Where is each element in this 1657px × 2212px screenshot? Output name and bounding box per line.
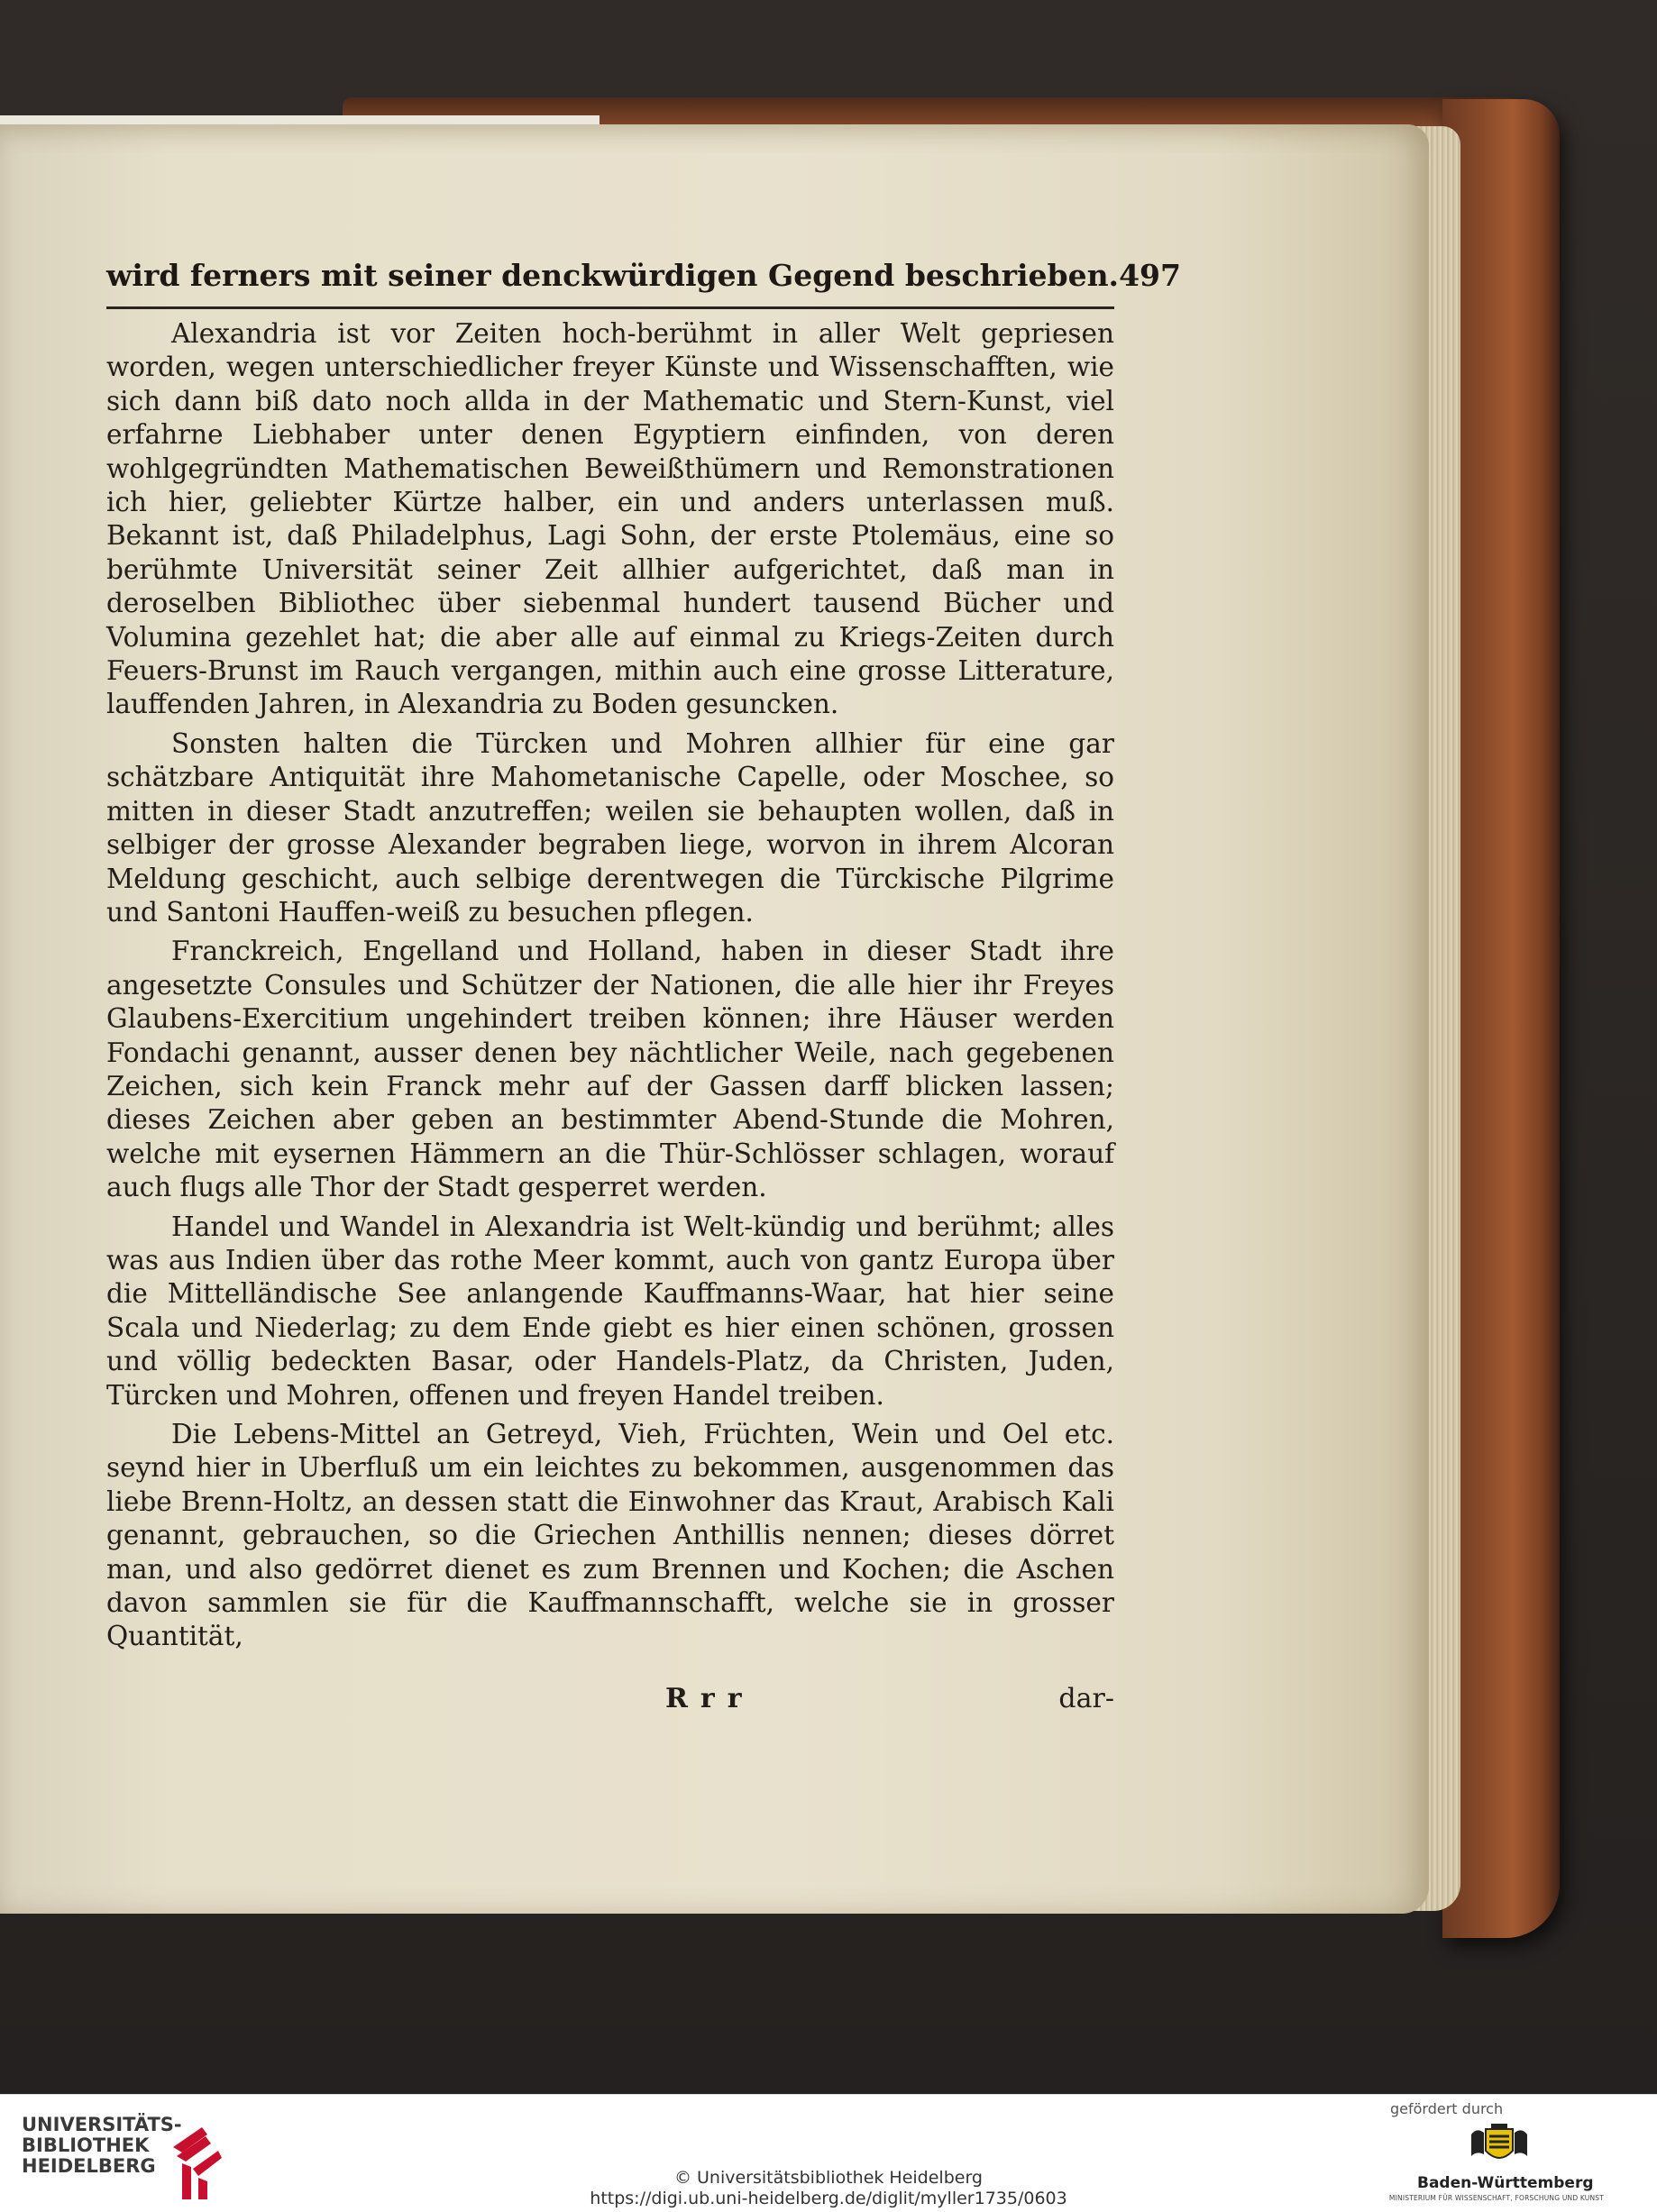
coat-of-arms-icon	[1468, 2124, 1531, 2171]
header-rule	[106, 306, 1114, 309]
running-header	[106, 258, 1181, 301]
sponsor-subtitle: MINISTERIUM FÜR WISSENSCHAFT, FORSCHUNG UND KUNST	[1388, 2194, 1605, 2202]
page-number: 497	[1119, 258, 1181, 293]
permalink[interactable]: https://digi.ub.uni-heidelberg.de/diglit/myller1735/0603	[590, 2189, 1067, 2208]
header-title: wird ferners mit seiner denckwürdigen Gegend beschrieben.	[106, 258, 1120, 293]
paragraph: Alexandria ist vor Zeiten hoch-berühmt in aller Welt gepriesen worden, wegen unterschiedlicher freyer Künste und Wissenschafften, wie sich dann biß dato noch allda in der Mathematic und Stern-Kunst, viel erfahrne Liebhaber unter denen Egyptiern einfinden, von deren wohlgegründten Mathematischen Beweißthümern und Remonstrationen ich hier, geliebter Kürtze halber, ein und anders unterlassen muß. Bekannt ist, daß Philadelphus, Lagi Sohn, der erste Ptolemäus, eine so berühmte Universität seiner Zeit allhier aufgerichtet, daß man in deroselben Bibliothec über siebenmal hundert tausend Bücher und Volumina gezehlet hat; die aber alle auf einmal zu Kriegs-Zeiten durch Feuers-Brunst im Rauch vergangen, mithin auch eine grosse Litterature, lauffenden Jahren, in Alexandria zu Boden gesuncken.	[106, 318, 1114, 720]
paragraph: Handel und Wandel in Alexandria ist Welt-kündig und berühmt; alles was aus Indien über das rothe Meer kommt, auch von gantz Europa über die Mittelländische See anlangende Kauffmanns-Waar, hat hier seine Scala und Niederlag; zu dem Ende giebt es hier einen schönen, grossen und völlig bedeckten Basar, oder Handels-Platz, da Christen, Juden, Türcken und Mohren, offenen und freyen Handel treiben.	[106, 1211, 1114, 1411]
library-name: UNIVERSITÄTS- BIBLIOTHEK HEIDELBERG	[22, 2114, 182, 2177]
sponsor-block[interactable]	[1361, 2100, 1632, 2208]
page-body	[106, 317, 1114, 1654]
paragraph: Sonsten halten die Türcken und Mohren allhier für eine gar schätzbare Antiquität ihre Mahometanische Capelle, oder Moschee, so mitten in dieser Stadt anzutreffen; weilen sie behaupten wollen, daß in selbiger der grosse Alexander begraben liege, worvon in ihrem Alcoran Meldung geschicht, auch selbige derentwegen die Türckische Pilgrime und Santoni Hauffen-weiß zu besuchen pflegen.	[106, 727, 1114, 928]
viewer-footer	[0, 2094, 1657, 2212]
page-foot	[106, 1683, 1114, 1719]
sponsor-name: Baden-Württemberg	[1417, 2174, 1594, 2192]
copyright-notice: © Universitätsbibliothek Heidelberg	[673, 2168, 983, 2188]
catchword: dar-	[1058, 1683, 1114, 1714]
paragraph: Franckreich, Engelland und Holland, haben in dieser Stadt ihre angesetzte Consules und Schützer der Nationen, die alle hier ihr Freyes Glaubens-Exercitium ungehindert treiben können; ihre Häuser werden Fondachi genannt, ausser denen bey nächtlicher Weile, nach gegebenen Zeichen, sich kein Franck mehr auf der Gassen darff blicken lassen; dieses Zeichen aber geben an bestimmter Abend-Stunde die Mohren, welche mit eysernen Hämmern an die Thür-Schlösser schlagen, worauf auch flugs alle Thor der Stadt gesperret werden.	[106, 936, 1114, 1203]
paragraph: Die Lebens-Mittel an Getreyd, Vieh, Früchten, Wein und Oel etc. seynd hier in Uberfluß um ein leichtes zu bekommen, ausgenommen das liebe Brenn-Holtz, an dessen statt die Einwohner das Kraut, Arabisch Kali genannt, gebrauchen, so die Griechen Anthillis nennen; dieses dörret man, und also gedörret dienet es zum Brennen und Kochen; die Aschen davon sammlen sie für die Kauffmannschafft, welche sie in grosser Quantität,	[106, 1419, 1114, 1652]
sponsor-label: gefördert durch	[1390, 2100, 1504, 2117]
signature-mark: Rrr	[665, 1683, 755, 1714]
